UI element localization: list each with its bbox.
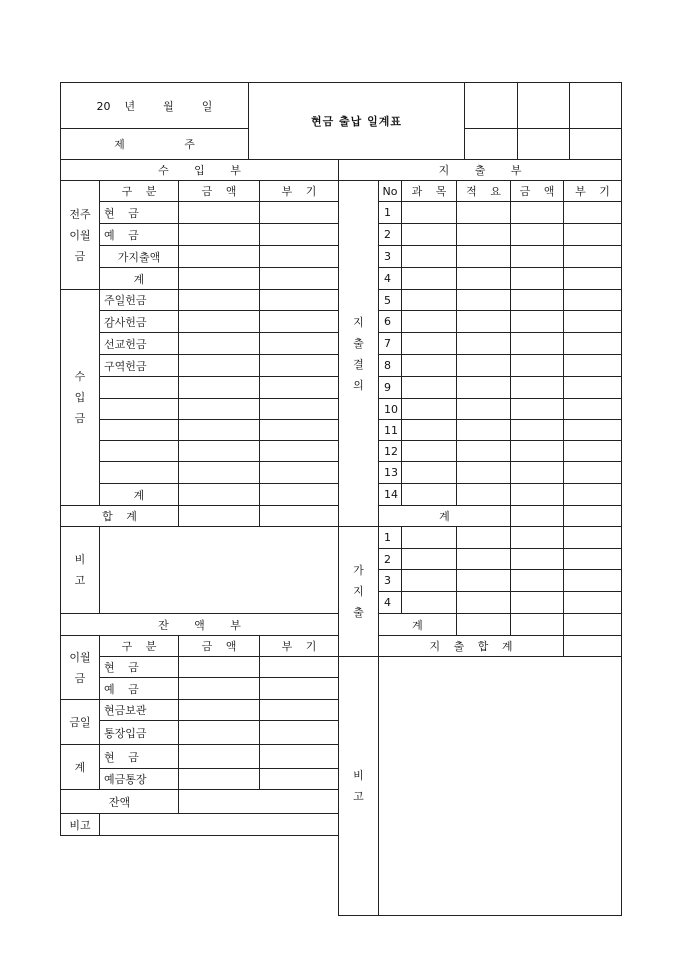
- advance-subject[interactable]: [402, 549, 457, 570]
- advance-label: [339, 527, 379, 657]
- balance-carry-label-char: 금: [74, 671, 86, 685]
- resolution-amount[interactable]: [511, 333, 564, 355]
- advance-note[interactable]: [564, 527, 622, 549]
- carryover-amount[interactable]: [179, 268, 260, 290]
- advance-note[interactable]: [564, 570, 622, 592]
- resolution-row-number: 8: [379, 355, 402, 377]
- balance-carry-amount[interactable]: [179, 678, 260, 700]
- balance-col-header: 금 액: [179, 636, 260, 657]
- balance-remarks-label: 비고: [61, 814, 100, 836]
- resolution-description[interactable]: [457, 377, 511, 399]
- balance-carry-note[interactable]: [260, 678, 339, 700]
- balance-sum-item: 예금통장: [100, 769, 179, 790]
- resolution-description[interactable]: [457, 290, 511, 311]
- expense-remarks-field[interactable]: [379, 657, 622, 916]
- expense-col-header: 금 액: [511, 181, 564, 202]
- receipts-note[interactable]: [260, 399, 339, 420]
- income-remarks-field[interactable]: [100, 527, 339, 614]
- date-year-unit: 년: [124, 99, 136, 113]
- balance-remaining-label: 잔액: [61, 790, 179, 814]
- resolution-note[interactable]: [564, 355, 622, 377]
- date-month-unit: 월: [163, 99, 174, 113]
- advance-subject[interactable]: [402, 570, 457, 592]
- approval-cell: [518, 83, 570, 129]
- expense-col-header: 적 요: [457, 181, 511, 202]
- resolution-row-number: 7: [379, 333, 402, 355]
- date-year: 20: [96, 99, 111, 113]
- resolution-description[interactable]: [457, 420, 511, 441]
- income-remarks-label: [61, 527, 100, 614]
- balance-sum-amount[interactable]: [179, 745, 260, 769]
- resolution-amount[interactable]: [511, 484, 564, 506]
- resolution-amount[interactable]: [511, 399, 564, 420]
- resolution-subject[interactable]: [402, 441, 457, 462]
- carryover-item-label: 예 금: [100, 224, 179, 246]
- receipts-item-label: [100, 399, 179, 420]
- advance-subtotal-note[interactable]: [564, 614, 622, 636]
- resolution-row-number: 4: [379, 268, 402, 290]
- advance-note[interactable]: [564, 592, 622, 614]
- balance-carry-item: 현 금: [100, 657, 179, 678]
- income-receipts-label: [61, 290, 100, 506]
- balance-section-title: 잔 액 부: [61, 614, 339, 636]
- table-row: [61, 657, 622, 678]
- resolution-subject[interactable]: [402, 399, 457, 420]
- resolution-subtotal-label: 계: [379, 506, 511, 527]
- resolution-note[interactable]: [564, 377, 622, 399]
- resolution-description[interactable]: [457, 441, 511, 462]
- income-col-header: 구 분: [100, 181, 179, 202]
- receipts-amount[interactable]: [179, 311, 260, 333]
- balance-col-header: 부 기: [260, 636, 339, 657]
- balance-remarks-field[interactable]: [100, 814, 339, 836]
- balance-today-note[interactable]: [260, 721, 339, 745]
- income-carryover-label-char: 이월: [69, 228, 91, 242]
- cash-ledger-table: [60, 159, 622, 916]
- resolution-note[interactable]: [564, 441, 622, 462]
- week-suffix: 주: [184, 138, 195, 151]
- receipts-note[interactable]: [260, 333, 339, 355]
- resolution-note[interactable]: [564, 290, 622, 311]
- resolution-row-number: 13: [379, 462, 402, 484]
- resolution-note[interactable]: [564, 462, 622, 484]
- receipts-note[interactable]: [260, 484, 339, 506]
- approval-cell: [465, 129, 518, 160]
- balance-carry-item: 예 금: [100, 678, 179, 700]
- advance-subtotal-empty[interactable]: [457, 614, 511, 636]
- carryover-amount[interactable]: [179, 246, 260, 268]
- carryover-amount[interactable]: [179, 202, 260, 224]
- resolution-row-number: 10: [379, 399, 402, 420]
- resolution-note[interactable]: [564, 246, 622, 268]
- receipts-item-label: 선교헌금: [100, 333, 179, 355]
- receipts-item-label: [100, 441, 179, 462]
- expense-resolution-label-char: 의: [353, 378, 364, 392]
- resolution-description[interactable]: [457, 311, 511, 333]
- income-receipts-label-char: 금: [74, 412, 86, 425]
- balance-sum-label: 계: [61, 745, 100, 790]
- resolution-subject[interactable]: [402, 202, 457, 224]
- receipts-item-label: [100, 462, 179, 484]
- receipts-amount[interactable]: [179, 484, 260, 506]
- resolution-amount[interactable]: [511, 377, 564, 399]
- resolution-amount[interactable]: [511, 202, 564, 224]
- resolution-amount[interactable]: [511, 441, 564, 462]
- date-day-unit: 일: [201, 99, 213, 113]
- balance-sum-note[interactable]: [260, 769, 339, 790]
- resolution-subtotal-note[interactable]: [564, 506, 622, 527]
- income-section-title: 수 입 부: [61, 160, 339, 181]
- receipts-item-label: [100, 420, 179, 441]
- resolution-amount[interactable]: [511, 311, 564, 333]
- resolution-description[interactable]: [457, 462, 511, 484]
- resolution-row-number: 6: [379, 311, 402, 333]
- income-col-header: 금 액: [179, 181, 260, 202]
- advance-label-char: 가: [353, 564, 364, 577]
- balance-sum-amount[interactable]: [179, 769, 260, 790]
- carryover-note[interactable]: [260, 202, 339, 224]
- receipts-amount[interactable]: [179, 377, 260, 399]
- expense-remarks-char: 비: [353, 769, 364, 782]
- resolution-amount[interactable]: [511, 290, 564, 311]
- resolution-amount[interactable]: [511, 268, 564, 290]
- resolution-row-number: 9: [379, 377, 402, 399]
- resolution-note[interactable]: [564, 224, 622, 246]
- receipts-amount[interactable]: [179, 333, 260, 355]
- table-row: [61, 160, 622, 181]
- receipts-amount[interactable]: [179, 462, 260, 484]
- page-title: 현금 출납 일계표: [249, 83, 465, 160]
- approval-cell: [518, 129, 570, 160]
- resolution-row-number: 5: [379, 290, 402, 311]
- expense-col-header: 과 목: [402, 181, 457, 202]
- receipts-note[interactable]: [260, 377, 339, 399]
- resolution-description[interactable]: [457, 484, 511, 506]
- resolution-description[interactable]: [457, 355, 511, 377]
- receipts-note[interactable]: [260, 441, 339, 462]
- expense-resolution-label-char: 지: [353, 315, 364, 329]
- advance-amount[interactable]: [511, 570, 564, 592]
- ledger-body: [61, 160, 622, 916]
- resolution-amount[interactable]: [511, 462, 564, 484]
- balance-carry-label-char: 이월: [69, 650, 91, 664]
- advance-row-number: 2: [379, 549, 402, 570]
- resolution-subject[interactable]: [402, 462, 457, 484]
- advance-amount[interactable]: [511, 592, 564, 614]
- balance-today-item: 현금보관: [100, 700, 179, 721]
- income-carryover-label: [61, 181, 100, 290]
- income-col-header: 부 기: [260, 181, 339, 202]
- week-prefix: 제: [114, 138, 125, 151]
- week-cell: [61, 129, 249, 160]
- balance-today-amount[interactable]: [179, 721, 260, 745]
- approval-cell: [465, 83, 518, 129]
- expense-remarks-label: [339, 657, 379, 916]
- resolution-row-number: 2: [379, 224, 402, 246]
- balance-today-label: 금일: [61, 700, 100, 745]
- income-total-note[interactable]: [260, 506, 339, 527]
- resolution-note[interactable]: [564, 420, 622, 441]
- resolution-description[interactable]: [457, 399, 511, 420]
- balance-sum-item: 현 금: [100, 745, 179, 769]
- carryover-item-label: 가지출액: [100, 246, 179, 268]
- resolution-note[interactable]: [564, 333, 622, 355]
- report-header: [60, 82, 622, 160]
- receipts-item-label: 구역헌금: [100, 355, 179, 377]
- resolution-subject[interactable]: [402, 290, 457, 311]
- receipts-amount[interactable]: [179, 420, 260, 441]
- carryover-note[interactable]: [260, 268, 339, 290]
- expense-section-title: 지 출 부: [339, 160, 622, 181]
- resolution-subject[interactable]: [402, 377, 457, 399]
- carryover-item-label: 현 금: [100, 202, 179, 224]
- resolution-subject[interactable]: [402, 484, 457, 506]
- resolution-note[interactable]: [564, 484, 622, 506]
- expense-resolution-label: [339, 181, 379, 527]
- resolution-description[interactable]: [457, 333, 511, 355]
- resolution-subject[interactable]: [402, 224, 457, 246]
- resolution-subject[interactable]: [402, 355, 457, 377]
- resolution-subject[interactable]: [402, 246, 457, 268]
- expense-total-label: 지 출 합 계: [379, 636, 564, 657]
- balance-today-item: 통장입금: [100, 721, 179, 745]
- balance-carry-note[interactable]: [260, 657, 339, 678]
- receipts-amount[interactable]: [179, 355, 260, 377]
- resolution-row-number: 1: [379, 202, 402, 224]
- income-carryover-label-char: 전주: [69, 207, 91, 221]
- table-row: [61, 527, 622, 549]
- resolution-row-number: 3: [379, 246, 402, 268]
- resolution-row-number: 11: [379, 420, 402, 441]
- expense-total-amount[interactable]: [564, 636, 622, 657]
- resolution-amount[interactable]: [511, 246, 564, 268]
- carryover-amount[interactable]: [179, 224, 260, 246]
- advance-label-char: 출: [353, 606, 364, 619]
- balance-today-amount[interactable]: [179, 700, 260, 721]
- advance-description[interactable]: [457, 570, 511, 592]
- resolution-note[interactable]: [564, 268, 622, 290]
- advance-row-number: 1: [379, 527, 402, 549]
- carryover-note[interactable]: [260, 246, 339, 268]
- balance-sum-note[interactable]: [260, 745, 339, 769]
- resolution-description[interactable]: [457, 246, 511, 268]
- receipts-amount[interactable]: [179, 441, 260, 462]
- resolution-subject[interactable]: [402, 311, 457, 333]
- receipts-amount[interactable]: [179, 399, 260, 420]
- income-total-label: 합 계: [61, 506, 179, 527]
- balance-remaining-amount[interactable]: [179, 790, 339, 814]
- advance-amount[interactable]: [511, 549, 564, 570]
- receipts-item-label: 계: [100, 484, 179, 506]
- expense-col-header: No: [379, 181, 402, 202]
- balance-col-header: 구 분: [100, 636, 179, 657]
- resolution-subject[interactable]: [402, 420, 457, 441]
- income-receipts-label-char: 입: [74, 391, 86, 404]
- resolution-note[interactable]: [564, 311, 622, 333]
- income-remarks-label-char: 고: [74, 574, 86, 587]
- receipts-note[interactable]: [260, 462, 339, 484]
- advance-subject[interactable]: [402, 592, 457, 614]
- balance-carry-amount[interactable]: [179, 657, 260, 678]
- resolution-amount[interactable]: [511, 224, 564, 246]
- resolution-description[interactable]: [457, 268, 511, 290]
- receipts-note[interactable]: [260, 420, 339, 441]
- resolution-subject[interactable]: [402, 333, 457, 355]
- advance-description[interactable]: [457, 592, 511, 614]
- advance-row-number: 4: [379, 592, 402, 614]
- approval-cell: [570, 129, 622, 160]
- resolution-row-number: 12: [379, 441, 402, 462]
- resolution-note[interactable]: [564, 399, 622, 420]
- advance-description[interactable]: [457, 527, 511, 549]
- advance-subtotal-amount[interactable]: [511, 614, 564, 636]
- receipts-item-label: 감사헌금: [100, 311, 179, 333]
- resolution-description[interactable]: [457, 202, 511, 224]
- advance-subject[interactable]: [402, 527, 457, 549]
- advance-row-number: 3: [379, 570, 402, 592]
- advance-label-char: 지: [353, 585, 364, 598]
- balance-carry-label: [61, 636, 100, 700]
- advance-subtotal-label: 계: [379, 614, 457, 636]
- receipts-item-label: 주일헌금: [100, 290, 179, 311]
- resolution-amount[interactable]: [511, 420, 564, 441]
- receipts-amount[interactable]: [179, 290, 260, 311]
- advance-amount[interactable]: [511, 527, 564, 549]
- resolution-subtotal-amount[interactable]: [511, 506, 564, 527]
- carryover-note[interactable]: [260, 224, 339, 246]
- carryover-item-label: 계: [100, 268, 179, 290]
- date-cell: [61, 83, 249, 129]
- expense-col-header: 부 기: [564, 181, 622, 202]
- receipts-item-label: [100, 377, 179, 399]
- resolution-row-number: 14: [379, 484, 402, 506]
- resolution-subject[interactable]: [402, 268, 457, 290]
- approval-cell: [570, 83, 622, 129]
- expense-resolution-label-char: 출: [353, 336, 364, 350]
- income-remarks-label-char: 비: [74, 553, 86, 566]
- income-carryover-label-char: 금: [74, 249, 86, 263]
- balance-today-note[interactable]: [260, 700, 339, 721]
- resolution-note[interactable]: [564, 202, 622, 224]
- receipts-note[interactable]: [260, 290, 339, 311]
- income-receipts-label-char: 수: [74, 370, 86, 383]
- table-row: [61, 181, 622, 202]
- resolution-amount[interactable]: [511, 355, 564, 377]
- advance-note[interactable]: [564, 549, 622, 570]
- receipts-note[interactable]: [260, 311, 339, 333]
- resolution-description[interactable]: [457, 224, 511, 246]
- receipts-note[interactable]: [260, 355, 339, 377]
- advance-description[interactable]: [457, 549, 511, 570]
- expense-remarks-char: 고: [353, 790, 364, 803]
- expense-resolution-label-char: 결: [353, 357, 364, 371]
- income-total-amount[interactable]: [179, 506, 260, 527]
